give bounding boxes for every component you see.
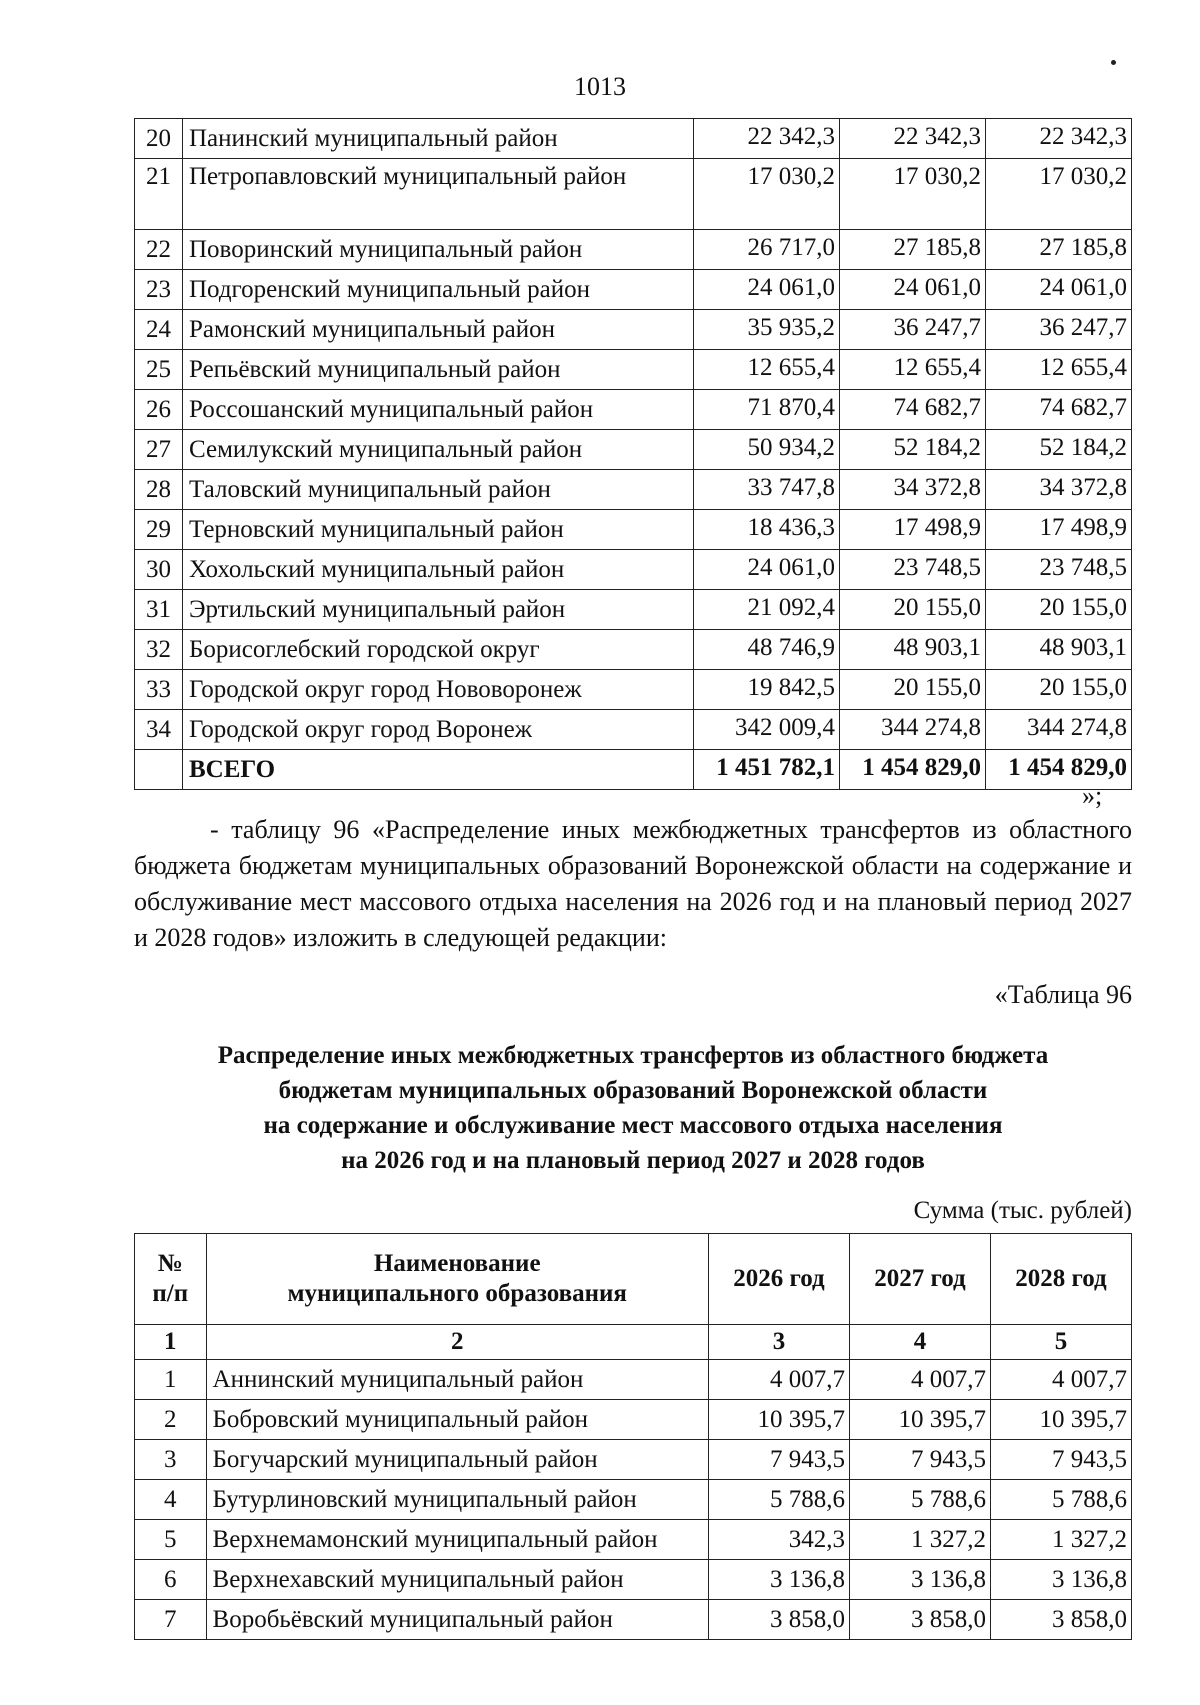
value-2026: 48 746,9 (694, 630, 840, 670)
value-2027: 23 748,5 (840, 550, 986, 590)
table-row (135, 670, 1132, 710)
value-2028: 3 136,8 (990, 1560, 1131, 1600)
municipality-name: Таловский муниципальный район (183, 470, 694, 510)
value-2028: 12 655,4 (986, 350, 1132, 390)
municipality-name: Борисоглебский городской округ (183, 630, 694, 670)
municipality-name: Терновский муниципальный район (183, 510, 694, 550)
municipality-name: Репьёвский муниципальный район (183, 350, 694, 390)
title-line: на содержание и обслуживание мест массового отдыха населения (263, 1112, 1003, 1139)
municipality-name: Аннинский муниципальный район (206, 1360, 708, 1400)
table-row (135, 119, 1132, 159)
table-row (135, 270, 1132, 310)
value-2027: 24 061,0 (840, 270, 986, 310)
column-number: 3 (708, 1325, 849, 1360)
value-2028: 27 185,8 (986, 230, 1132, 270)
table-row (135, 510, 1132, 550)
row-number: 33 (135, 670, 183, 710)
row-number: 7 (135, 1600, 207, 1640)
value-2027: 5 788,6 (849, 1480, 990, 1520)
value-2027: 36 247,7 (840, 310, 986, 350)
value-2027: 344 274,8 (840, 710, 986, 750)
header-name (206, 1234, 708, 1325)
value-2026: 24 061,0 (694, 270, 840, 310)
value-2027: 74 682,7 (840, 390, 986, 430)
value-2026: 24 061,0 (694, 550, 840, 590)
closing-quote: »; (1082, 781, 1103, 810)
units-label: Сумма (тыс. рублей) (913, 1197, 1132, 1224)
total-label: ВСЕГО (183, 750, 694, 790)
municipality-name: Бобровский муниципальный район (206, 1400, 708, 1440)
value-2026: 342 009,4 (694, 710, 840, 750)
value-2026: 22 342,3 (694, 119, 840, 159)
row-number: 5 (135, 1520, 207, 1560)
row-number: 6 (135, 1560, 207, 1600)
value-2028: 24 061,0 (986, 270, 1132, 310)
table-row (135, 590, 1132, 630)
value-2028: 20 155,0 (986, 670, 1132, 710)
total-row (135, 750, 1132, 790)
header-name-line1: Наименование (373, 1250, 541, 1277)
value-2028: 7 943,5 (990, 1440, 1131, 1480)
value-2028: 17 498,9 (986, 510, 1132, 550)
municipality-name: Петропавловский муниципальный район (183, 159, 694, 230)
value-2027: 27 185,8 (840, 230, 986, 270)
municipality-name: Хохольский муниципальный район (183, 550, 694, 590)
municipality-name: Верхнемамонский муниципальный район (206, 1520, 708, 1560)
row-number: 23 (135, 270, 183, 310)
header-row (135, 1234, 1132, 1325)
value-2028: 36 247,7 (986, 310, 1132, 350)
title-line: бюджетам муниципальных образований Воронежской области (278, 1077, 988, 1104)
row-number: 3 (135, 1440, 207, 1480)
table-caption: «Таблица 96 (994, 980, 1132, 1009)
value-2027: 4 007,7 (849, 1360, 990, 1400)
header-num-line1: № (157, 1250, 183, 1277)
total-2028: 1 454 829,0 (986, 750, 1132, 790)
table-row (135, 390, 1132, 430)
value-2026: 71 870,4 (694, 390, 840, 430)
row-number: 25 (135, 350, 183, 390)
value-2026: 21 092,4 (694, 590, 840, 630)
municipality-name: Семилукский муниципальный район (183, 430, 694, 470)
value-2027: 12 655,4 (840, 350, 986, 390)
value-2027: 20 155,0 (840, 590, 986, 630)
table-row (135, 1520, 1132, 1560)
value-2028: 20 155,0 (986, 590, 1132, 630)
column-number: 5 (990, 1325, 1131, 1360)
value-2027: 20 155,0 (840, 670, 986, 710)
header-num (135, 1234, 207, 1325)
value-2027: 1 327,2 (849, 1520, 990, 1560)
value-2028: 23 748,5 (986, 550, 1132, 590)
municipality-name: Городской округ город Воронеж (183, 710, 694, 750)
value-2028: 74 682,7 (986, 390, 1132, 430)
table-row (135, 470, 1132, 510)
value-2026: 7 943,5 (708, 1440, 849, 1480)
municipality-name: Подгоренский муниципальный район (183, 270, 694, 310)
value-2027: 3 136,8 (849, 1560, 990, 1600)
value-2028: 34 372,8 (986, 470, 1132, 510)
table-row (135, 159, 1132, 230)
value-2028: 3 858,0 (990, 1600, 1131, 1640)
municipality-name: Панинский муниципальный район (183, 119, 694, 159)
table-title (134, 1038, 1132, 1178)
value-2027: 34 372,8 (840, 470, 986, 510)
value-2027: 17 498,9 (840, 510, 986, 550)
value-2027: 3 858,0 (849, 1600, 990, 1640)
value-2027: 7 943,5 (849, 1440, 990, 1480)
column-number: 2 (206, 1325, 708, 1360)
table-row (135, 310, 1132, 350)
header-name-line2: муниципального образования (287, 1280, 627, 1307)
value-2026: 4 007,7 (708, 1360, 849, 1400)
row-number: 26 (135, 390, 183, 430)
table-row (135, 1480, 1132, 1520)
row-number: 29 (135, 510, 183, 550)
total-2026: 1 451 782,1 (694, 750, 840, 790)
value-2026: 26 717,0 (694, 230, 840, 270)
header-2027: 2027 год (849, 1234, 990, 1325)
row-number: 24 (135, 310, 183, 350)
title-line: Распределение иных межбюджетных трансфертов из областного бюджета (217, 1042, 1049, 1069)
row-number: 27 (135, 430, 183, 470)
value-2028: 1 327,2 (990, 1520, 1131, 1560)
value-2028: 48 903,1 (986, 630, 1132, 670)
column-number: 1 (135, 1325, 207, 1360)
row-number: 34 (135, 710, 183, 750)
municipality-name: Поворинский муниципальный район (183, 230, 694, 270)
municipality-name: Россошанский муниципальный район (183, 390, 694, 430)
municipality-name: Воробьёвский муниципальный район (206, 1600, 708, 1640)
value-2026: 5 788,6 (708, 1480, 849, 1520)
transfers-table (134, 1233, 1132, 1640)
municipality-name: Рамонский муниципальный район (183, 310, 694, 350)
value-2026: 33 747,8 (694, 470, 840, 510)
value-2027: 48 903,1 (840, 630, 986, 670)
column-number-row (135, 1325, 1132, 1360)
table-row (135, 710, 1132, 750)
continued-budget-table (134, 118, 1132, 790)
table-row (135, 1560, 1132, 1600)
header-2026: 2026 год (708, 1234, 849, 1325)
row-number: 28 (135, 470, 183, 510)
header-2028: 2028 год (990, 1234, 1131, 1325)
row-number: 4 (135, 1480, 207, 1520)
column-number: 4 (849, 1325, 990, 1360)
title-line: на 2026 год и на плановый период 2027 и 2028 годов (341, 1147, 925, 1174)
value-2026: 3 858,0 (708, 1600, 849, 1640)
value-2028: 17 030,2 (986, 159, 1132, 230)
value-2026: 18 436,3 (694, 510, 840, 550)
value-2028: 344 274,8 (986, 710, 1132, 750)
row-number: 21 (135, 159, 183, 230)
table-row (135, 630, 1132, 670)
header-num-line2: п/п (152, 1280, 189, 1307)
table-row (135, 350, 1132, 390)
row-number: 31 (135, 590, 183, 630)
row-number: 22 (135, 230, 183, 270)
value-2026: 12 655,4 (694, 350, 840, 390)
value-2026: 17 030,2 (694, 159, 840, 230)
municipality-name: Городской округ город Нововоронеж (183, 670, 694, 710)
value-2027: 17 030,2 (840, 159, 986, 230)
value-2026: 10 395,7 (708, 1400, 849, 1440)
value-2026: 3 136,8 (708, 1560, 849, 1600)
table-row (135, 1400, 1132, 1440)
table-row (135, 230, 1132, 270)
scan-dot-mark (1111, 60, 1116, 65)
value-2028: 10 395,7 (990, 1400, 1131, 1440)
amendment-paragraph (134, 812, 1132, 956)
municipality-name: Бутурлиновский муниципальный район (206, 1480, 708, 1520)
table-row (135, 1600, 1132, 1640)
municipality-name: Эртильский муниципальный район (183, 590, 694, 630)
value-2028: 52 184,2 (986, 430, 1132, 470)
amendment-text: - таблицу 96 «Распределение иных межбюджетных трансфертов из областного бюджета бюджетам муниципальных образований Воронежской области на содержание и обслуживание мест массового отдыха населения на 2026 год и на плановый период 2027 и 2028 годов» изложить в следующей редакции: (134, 815, 1132, 952)
row-number: 30 (135, 550, 183, 590)
value-2026: 19 842,5 (694, 670, 840, 710)
row-number: 2 (135, 1400, 207, 1440)
total-blank-cell (135, 750, 183, 790)
value-2028: 4 007,7 (990, 1360, 1131, 1400)
value-2027: 10 395,7 (849, 1400, 990, 1440)
value-2027: 52 184,2 (840, 430, 986, 470)
total-2027: 1 454 829,0 (840, 750, 986, 790)
value-2027: 22 342,3 (840, 119, 986, 159)
row-number: 32 (135, 630, 183, 670)
municipality-name: Богучарский муниципальный район (206, 1440, 708, 1480)
page-number: 1013 (574, 72, 626, 101)
value-2026: 342,3 (708, 1520, 849, 1560)
municipality-name: Верхнехавский муниципальный район (206, 1560, 708, 1600)
table-row (135, 1360, 1132, 1400)
table-row (135, 1440, 1132, 1480)
value-2028: 5 788,6 (990, 1480, 1131, 1520)
row-number: 20 (135, 119, 183, 159)
value-2026: 50 934,2 (694, 430, 840, 470)
row-number: 1 (135, 1360, 207, 1400)
table-row (135, 430, 1132, 470)
value-2026: 35 935,2 (694, 310, 840, 350)
value-2028: 22 342,3 (986, 119, 1132, 159)
table-row (135, 550, 1132, 590)
